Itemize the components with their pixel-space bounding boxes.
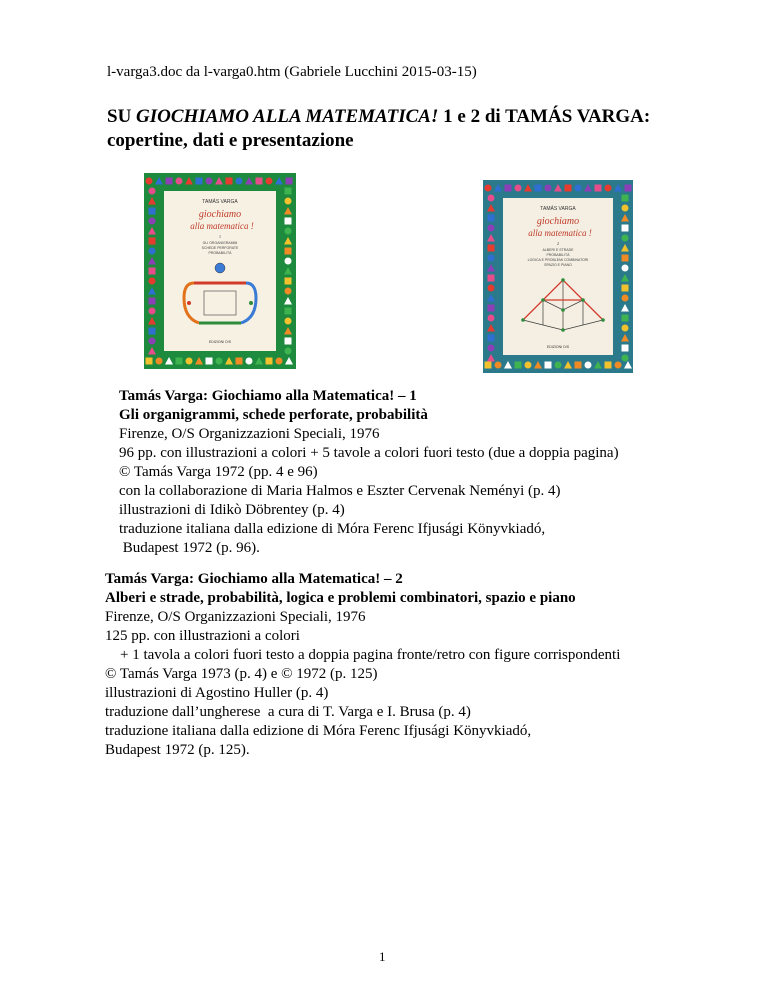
cover-border-shape <box>149 218 156 225</box>
cover-border-shape <box>285 348 292 355</box>
header-line: l-varga3.doc da l-varga0.htm (Gabriele Lucchini 2015-03-15) <box>107 64 477 80</box>
book-1-line: traduzione italiana dalla edizione di Móra Ferenc Ifjusági Könyvkiadó, <box>119 521 546 537</box>
cover-border-shape <box>488 315 495 322</box>
cover-border-shape <box>622 285 629 292</box>
cover-border-shape <box>575 362 582 369</box>
cover-border-shape <box>488 305 495 312</box>
title-line2: copertine, dati e presentazione <box>107 130 354 151</box>
cover-border-shape <box>266 178 273 185</box>
cover-2-image <box>483 180 633 373</box>
book-1-line: © Tamás Varga 1972 (pp. 4 e 96) <box>119 464 318 480</box>
book-1-title: Tamás Varga: Giochiamo alla Matematica! – 1 <box>119 388 417 404</box>
cover-border-shape <box>485 185 492 192</box>
book-2-line: Firenze, O/S Organizzazioni Speciali, 1976 <box>105 609 366 625</box>
book-2-line: illustrazioni di Agostino Huller (p. 4) <box>105 685 329 701</box>
cover-border-shape <box>166 178 173 185</box>
cover-2-subtitle-1: ALBERI E STRADE <box>542 248 574 252</box>
cover-border-shape <box>285 258 292 265</box>
book-2-line: + 1 tavola a colori fuori testo a doppia pagina fronte/retro con figure corrispondenti <box>105 647 621 663</box>
cover-border-shape <box>285 338 292 345</box>
cover-border-shape <box>285 278 292 285</box>
cover-border-shape <box>488 275 495 282</box>
title-prefix: SU <box>107 106 137 127</box>
cover-border-shape <box>605 185 612 192</box>
cover-border-shape <box>622 315 629 322</box>
cover-border-shape <box>285 218 292 225</box>
cover-2-volume: 2 <box>557 241 559 246</box>
cover-2-title-line2: alla matematica ! <box>528 228 592 238</box>
cover-1-subtitle-2: SCHEDE PERFORATE <box>201 246 239 250</box>
cover-border-shape <box>146 178 153 185</box>
cover-border-shape <box>149 308 156 315</box>
cover-border-shape <box>149 298 156 305</box>
book-cover-1 <box>144 173 296 369</box>
cover-1-subtitle-3: PROBABILITÀ <box>208 251 232 255</box>
cover-border-shape <box>485 362 492 369</box>
cover-2-subtitle-2: PROBABILITÀ <box>546 253 570 257</box>
cover-border-shape <box>622 235 629 242</box>
book-2-line: Budapest 1972 (p. 125). <box>105 742 250 758</box>
cover-border-shape <box>285 188 292 195</box>
cover-border-shape <box>226 178 233 185</box>
cover-1-image <box>144 173 296 369</box>
cover-border-shape <box>176 358 183 365</box>
book-2-subtitle: Alberi e strade, probabilità, logica e problemi combinatori, spazio e piano <box>105 590 576 606</box>
book-1-line: con la collaborazione di Maria Halmos e Eszter Cervenak Neményi (p. 4) <box>119 483 561 499</box>
cover-border-shape <box>495 362 502 369</box>
cover-border-shape <box>206 358 213 365</box>
cover-1-subtitle-1: GLI ORGANIGRAMMI <box>202 241 238 245</box>
cover-border-shape <box>622 205 629 212</box>
cover-border-shape <box>149 278 156 285</box>
book-1-subtitle: Gli organigrammi, schede perforate, probabilità <box>119 407 428 423</box>
cover-2-author: TAMÁS VARGA <box>540 206 576 212</box>
cover-border-shape <box>488 255 495 262</box>
page-number: 1 <box>379 949 386 964</box>
cover-2-publisher: EDIZIONI O/S <box>546 345 570 349</box>
cover-border-shape <box>149 238 156 245</box>
cover-border-shape <box>622 225 629 232</box>
cover-border-shape <box>488 245 495 252</box>
cover-border-shape <box>545 362 552 369</box>
cover-border-shape <box>622 295 629 302</box>
cover-border-shape <box>505 185 512 192</box>
cover-border-shape <box>622 355 629 362</box>
cover-2-subtitle-4: SPAZIO E PIANO <box>544 263 572 267</box>
cover-1-volume: 1 <box>219 234 221 239</box>
cover-border-shape <box>216 358 223 365</box>
cover-border-shape <box>545 185 552 192</box>
cover-1-title-line1: giochiamo <box>198 209 242 220</box>
cover-border-shape <box>575 185 582 192</box>
cover-border-shape <box>622 265 629 272</box>
cover-border-shape <box>206 178 213 185</box>
cover-border-shape <box>285 318 292 325</box>
cover-border-shape <box>149 248 156 255</box>
book-1-line: Budapest 1972 (p. 96). <box>119 540 260 556</box>
cover-border-shape <box>149 208 156 215</box>
cover-border-shape <box>525 362 532 369</box>
cover-border-shape <box>146 358 153 365</box>
cover-border-shape <box>535 185 542 192</box>
book-1-details <box>119 387 619 558</box>
cover-border-shape <box>595 185 602 192</box>
cover-border-shape <box>156 358 163 365</box>
cover-border-shape <box>186 358 193 365</box>
cover-border-shape <box>515 185 522 192</box>
cover-border-shape <box>565 185 572 192</box>
cover-border-shape <box>246 358 253 365</box>
title-suffix: 1 e 2 di TAMÁS VARGA: <box>438 106 651 127</box>
cover-border-shape <box>605 362 612 369</box>
cover-border-shape <box>555 362 562 369</box>
cover-border-shape <box>488 335 495 342</box>
cover-border-shape <box>196 178 203 185</box>
book-cover-2 <box>483 180 633 373</box>
book-1-line: 96 pp. con illustrazioni a colori + 5 tavole a colori fuori testo (due a doppia pagina) <box>119 445 619 461</box>
cover-border-shape <box>149 188 156 195</box>
book-2-line: 125 pp. con illustrazioni a colori <box>105 628 300 644</box>
cover-1-title-line2: alla matematica ! <box>190 221 254 231</box>
book-1-line: illustrazioni di Idikò Döbrentey (p. 4) <box>119 502 345 518</box>
title-italic: GIOCHIAMO ALLA MATEMATICA! <box>136 106 439 127</box>
cover-border-shape <box>615 362 622 369</box>
cover-border-shape <box>266 358 273 365</box>
cover-2-title-line1: giochiamo <box>536 216 580 227</box>
cover-border-shape <box>488 345 495 352</box>
cover-border-shape <box>488 225 495 232</box>
cover-2-subtitle-3: LOGICA E PROBLEMI COMBINATORI <box>527 258 589 262</box>
cover-border-shape <box>286 178 293 185</box>
page-title <box>107 105 707 153</box>
cover-border-shape <box>622 325 629 332</box>
cover-border-shape <box>625 185 632 192</box>
cover-border-shape <box>515 362 522 369</box>
cover-1-author: TAMÁS VARGA <box>202 199 238 205</box>
book-2-line: traduzione dall’ungherese a cura di T. Varga e I. Brusa (p. 4) <box>105 704 471 720</box>
cover-border-shape <box>149 328 156 335</box>
book-2-line: © Tamás Varga 1973 (p. 4) e © 1972 (p. 125) <box>105 666 378 682</box>
cover-border-shape <box>256 178 263 185</box>
cover-border-shape <box>488 285 495 292</box>
cover-1-publisher: EDIZIONI O/S <box>208 340 232 344</box>
book-2-line: traduzione italiana dalla edizione di Móra Ferenc Ifjusági Könyvkiadó, <box>105 723 532 739</box>
cover-border-shape <box>149 268 156 275</box>
cover-border-shape <box>488 195 495 202</box>
cover-border-shape <box>276 358 283 365</box>
book-2-title: Tamás Varga: Giochiamo alla Matematica! – 2 <box>105 571 403 587</box>
cover-border-shape <box>622 345 629 352</box>
cover-border-shape <box>149 338 156 345</box>
cover-border-shape <box>285 228 292 235</box>
cover-border-shape <box>236 178 243 185</box>
cover-border-shape <box>285 198 292 205</box>
cover-border-shape <box>236 358 243 365</box>
book-1-line: Firenze, O/S Organizzazioni Speciali, 1976 <box>119 426 380 442</box>
cover-border-shape <box>176 178 183 185</box>
cover-border-shape <box>585 362 592 369</box>
cover-border-shape <box>285 288 292 295</box>
cover-border-shape <box>285 248 292 255</box>
cover-border-shape <box>285 308 292 315</box>
cover-border-shape <box>622 195 629 202</box>
cover-border-shape <box>488 215 495 222</box>
book-2-details <box>105 570 620 760</box>
cover-border-shape <box>622 255 629 262</box>
